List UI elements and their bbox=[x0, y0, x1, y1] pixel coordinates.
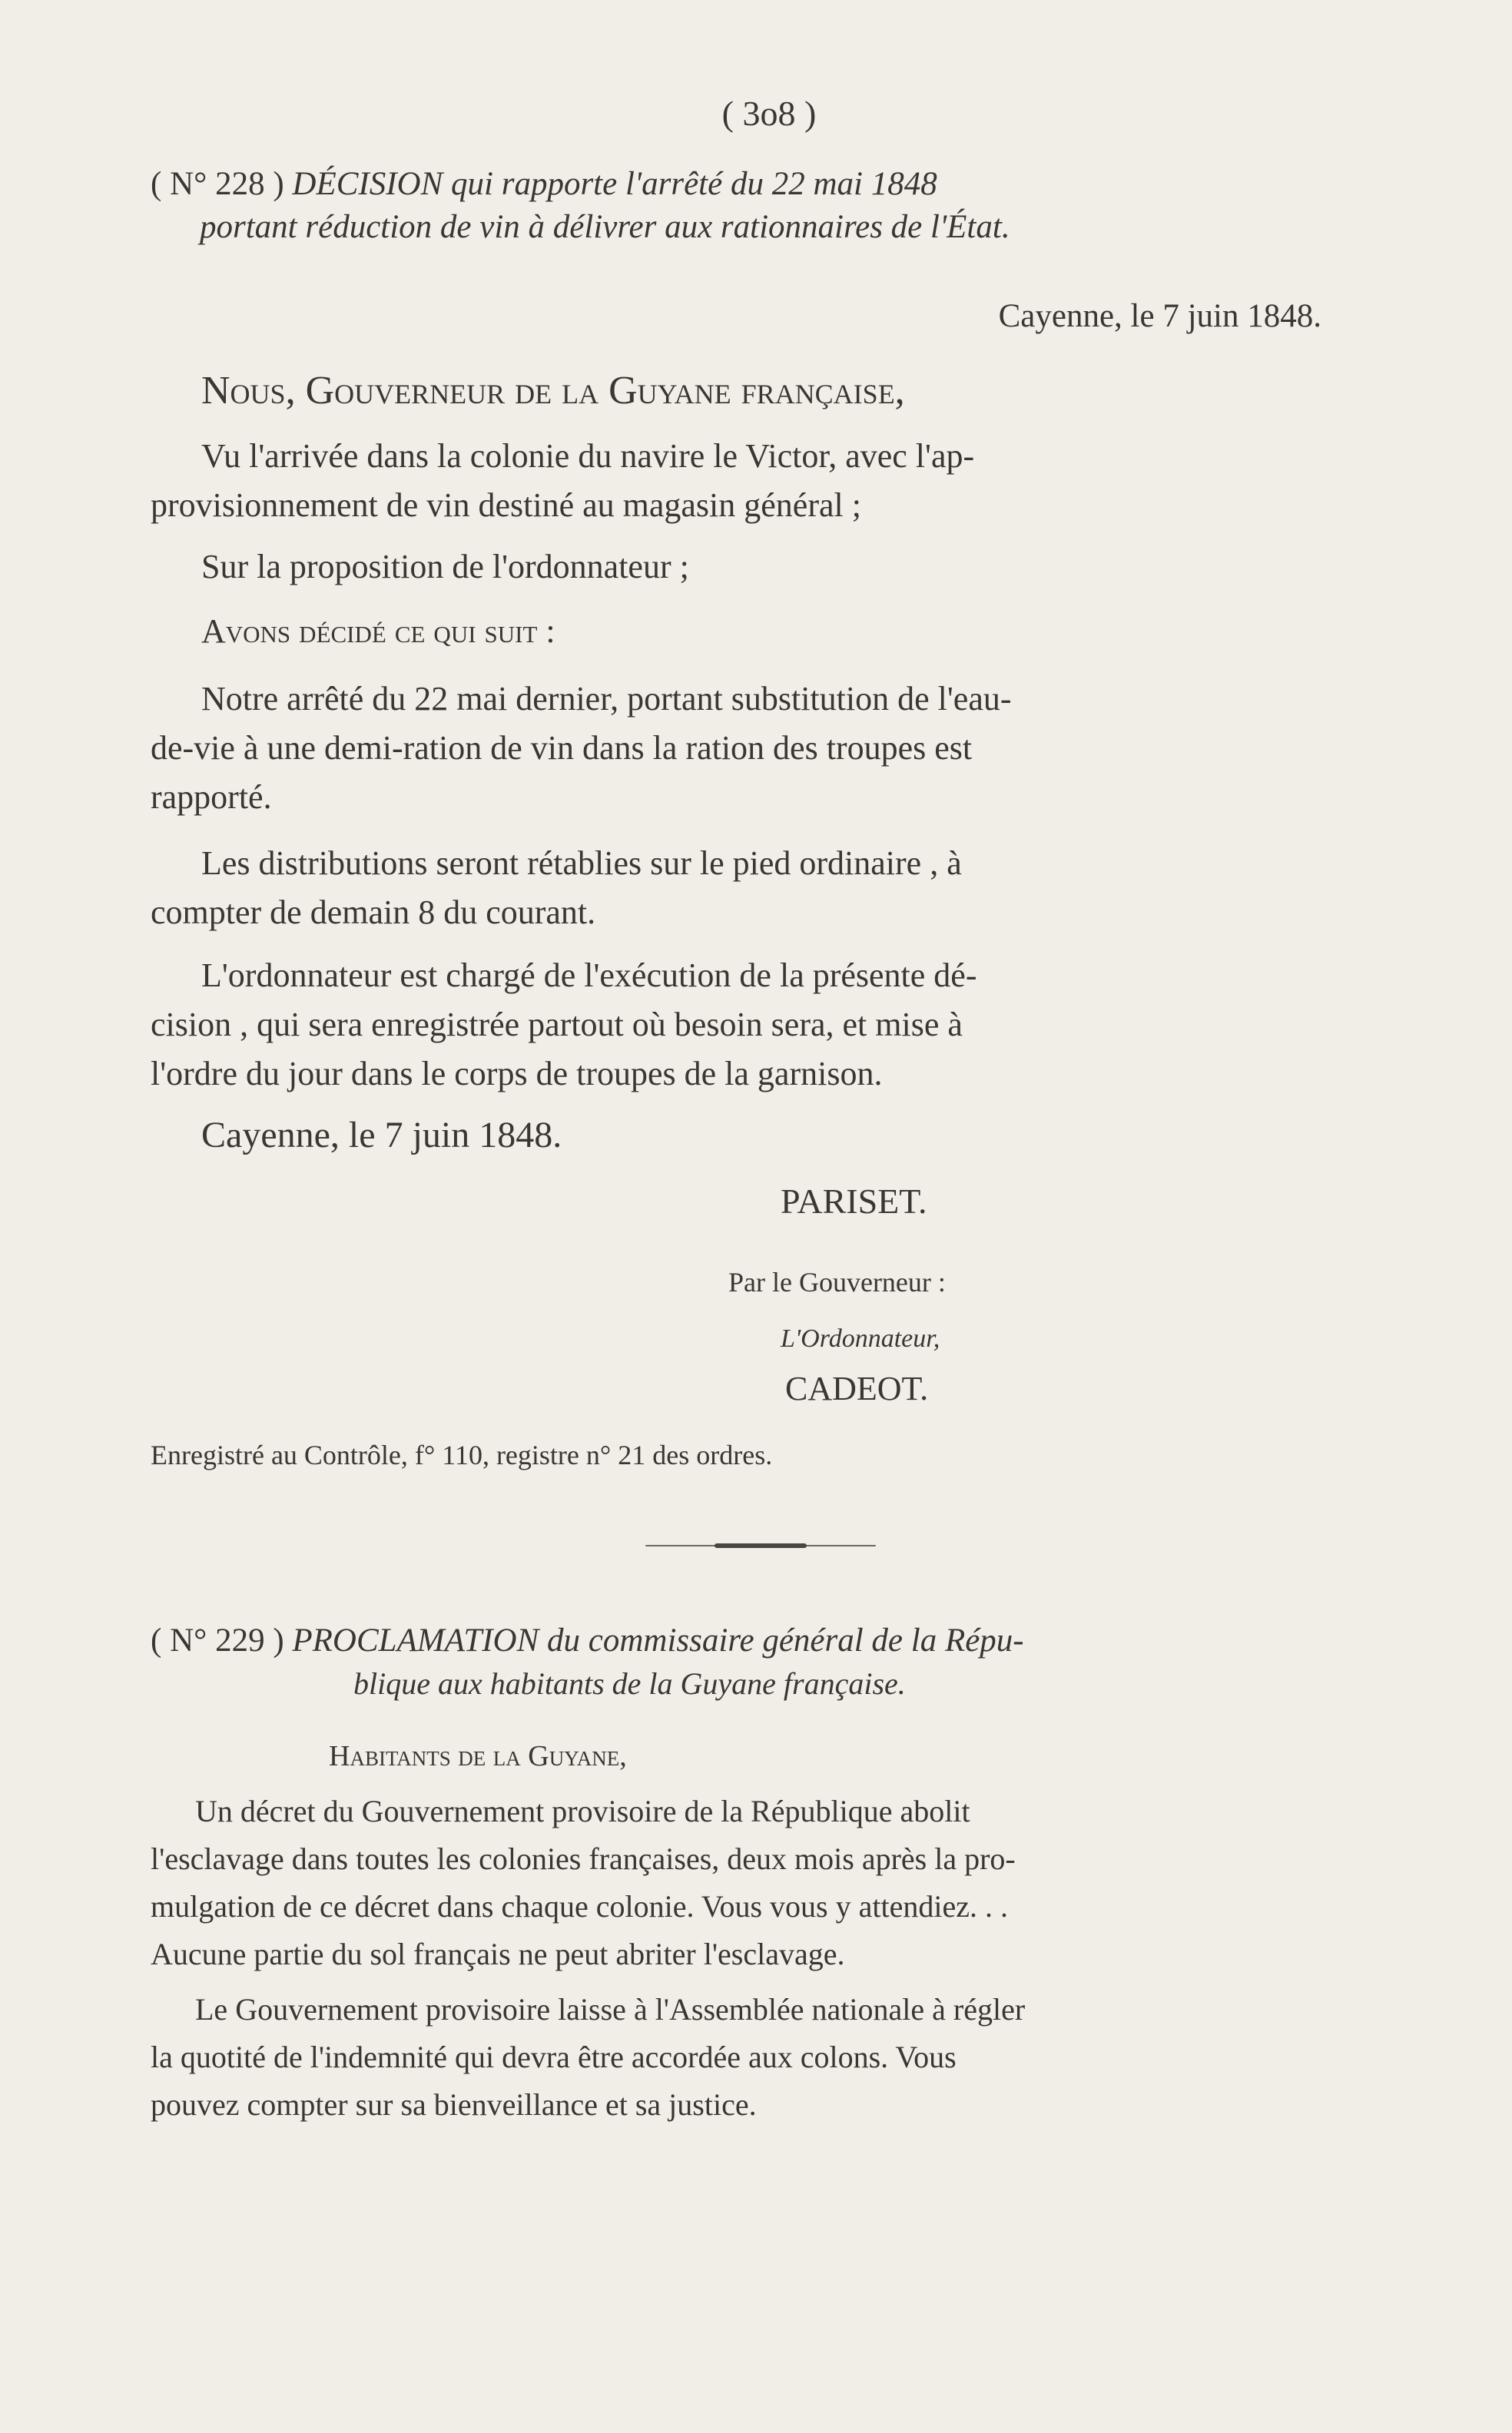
proclamation-heading-rest: du commissaire général de la Répu- bbox=[547, 1623, 1024, 1659]
proclamation-label: PROCLAMATION bbox=[292, 1623, 539, 1659]
article2-line-2: compter de demain 8 du courant. bbox=[151, 893, 596, 931]
article1-line-1: Notre arrêté du 22 mai dernier, portant substitution de l'eau- bbox=[201, 680, 1012, 718]
decision-dateline: Cayenne, le 7 juin 1848. bbox=[998, 298, 1321, 334]
article3-line-2: cision , qui sera enregistrée partout où besoin sera, et mise à bbox=[151, 1006, 963, 1043]
decision-heading-line1 bbox=[151, 163, 1388, 206]
vu-line-2: provisionnement de vin destiné au magasin général ; bbox=[151, 486, 861, 524]
decision-number: ( N° 228 ) bbox=[151, 166, 284, 202]
sur-line: Sur la proposition de l'ordonnateur ; bbox=[201, 548, 689, 585]
proclamation-p2-line-3: pouvez compter sur sa bienveillance et sa justice. bbox=[151, 2087, 757, 2122]
vu-line-1: Vu l'arrivée dans la colonie du navire le Victor, avec l'ap- bbox=[201, 437, 975, 475]
signature-cadeot: CADEOT. bbox=[785, 1370, 929, 1407]
proclamation-p2-line-2: la quotité de l'indemnité qui devra être accordée aux colons. Vous bbox=[151, 2040, 957, 2074]
article2-line-1: Les distributions seront rétablies sur le pied ordinaire , à bbox=[201, 844, 962, 882]
proclamation-p1-line-2: l'esclavage dans toutes les colonies françaises, deux mois après la pro- bbox=[151, 1841, 1016, 1876]
proclamation-heading-line1 bbox=[151, 1619, 1388, 1662]
closing-date: Cayenne, le 7 juin 1848. bbox=[201, 1115, 562, 1155]
proclamation-p1-line-3: mulgation de ce décret dans chaque colonie. Vous vous y attendiez. . . bbox=[151, 1889, 1008, 1924]
decision-opening bbox=[151, 364, 1438, 418]
decision-heading-rest: qui rapporte l'arrêté du 22 mai 1848 bbox=[451, 166, 937, 202]
section-divider bbox=[645, 1543, 876, 1549]
proclamation-address: Habitants de la Guyane, bbox=[329, 1740, 627, 1772]
decision-heading-line2: portant réduction de vin à délivrer aux rationnaires de l'État. bbox=[200, 209, 1010, 245]
proclamation-p1-line-4: Aucune partie du sol français ne peut abriter l'esclavage. bbox=[151, 1937, 845, 1971]
decision-label: DÉCISION bbox=[292, 166, 443, 202]
article3-line-3: l'ordre du jour dans le corps de troupes de la garnison. bbox=[151, 1055, 883, 1092]
proclamation-p2-line-1: Le Gouvernement provisoire laisse à l'Assemblée nationale à régler bbox=[195, 1992, 1026, 2027]
article1-line-3: rapporté. bbox=[151, 778, 272, 816]
proclamation-number: ( N° 229 ) bbox=[151, 1623, 284, 1659]
ordonnateur-title: L'Ordonnateur, bbox=[781, 1324, 940, 1353]
signature-pariset: PARISET. bbox=[781, 1182, 927, 1221]
page-number: ( 3o8 ) bbox=[721, 94, 817, 133]
par-le-gouverneur: Par le Gouverneur : bbox=[728, 1267, 946, 1298]
proclamation-heading-line2: blique aux habitants de la Guyane française. bbox=[353, 1666, 906, 1701]
avons-line: Avons décidé ce qui suit : bbox=[201, 612, 555, 650]
divider-swell bbox=[715, 1543, 807, 1548]
proclamation-p1-line-1: Un décret du Gouvernement provisoire de la République abolit bbox=[195, 1794, 970, 1828]
registration-note: Enregistré au Contrôle, f° 110, registre n° 21 des ordres. bbox=[151, 1440, 773, 1470]
article3-line-1: L'ordonnateur est chargé de l'exécution de la présente dé- bbox=[201, 956, 977, 994]
article1-line-2: de-vie à une demi-ration de vin dans la ration des troupes est bbox=[151, 729, 973, 767]
opening-text: Nous, Gouverneur de la Guyane française, bbox=[201, 369, 905, 413]
